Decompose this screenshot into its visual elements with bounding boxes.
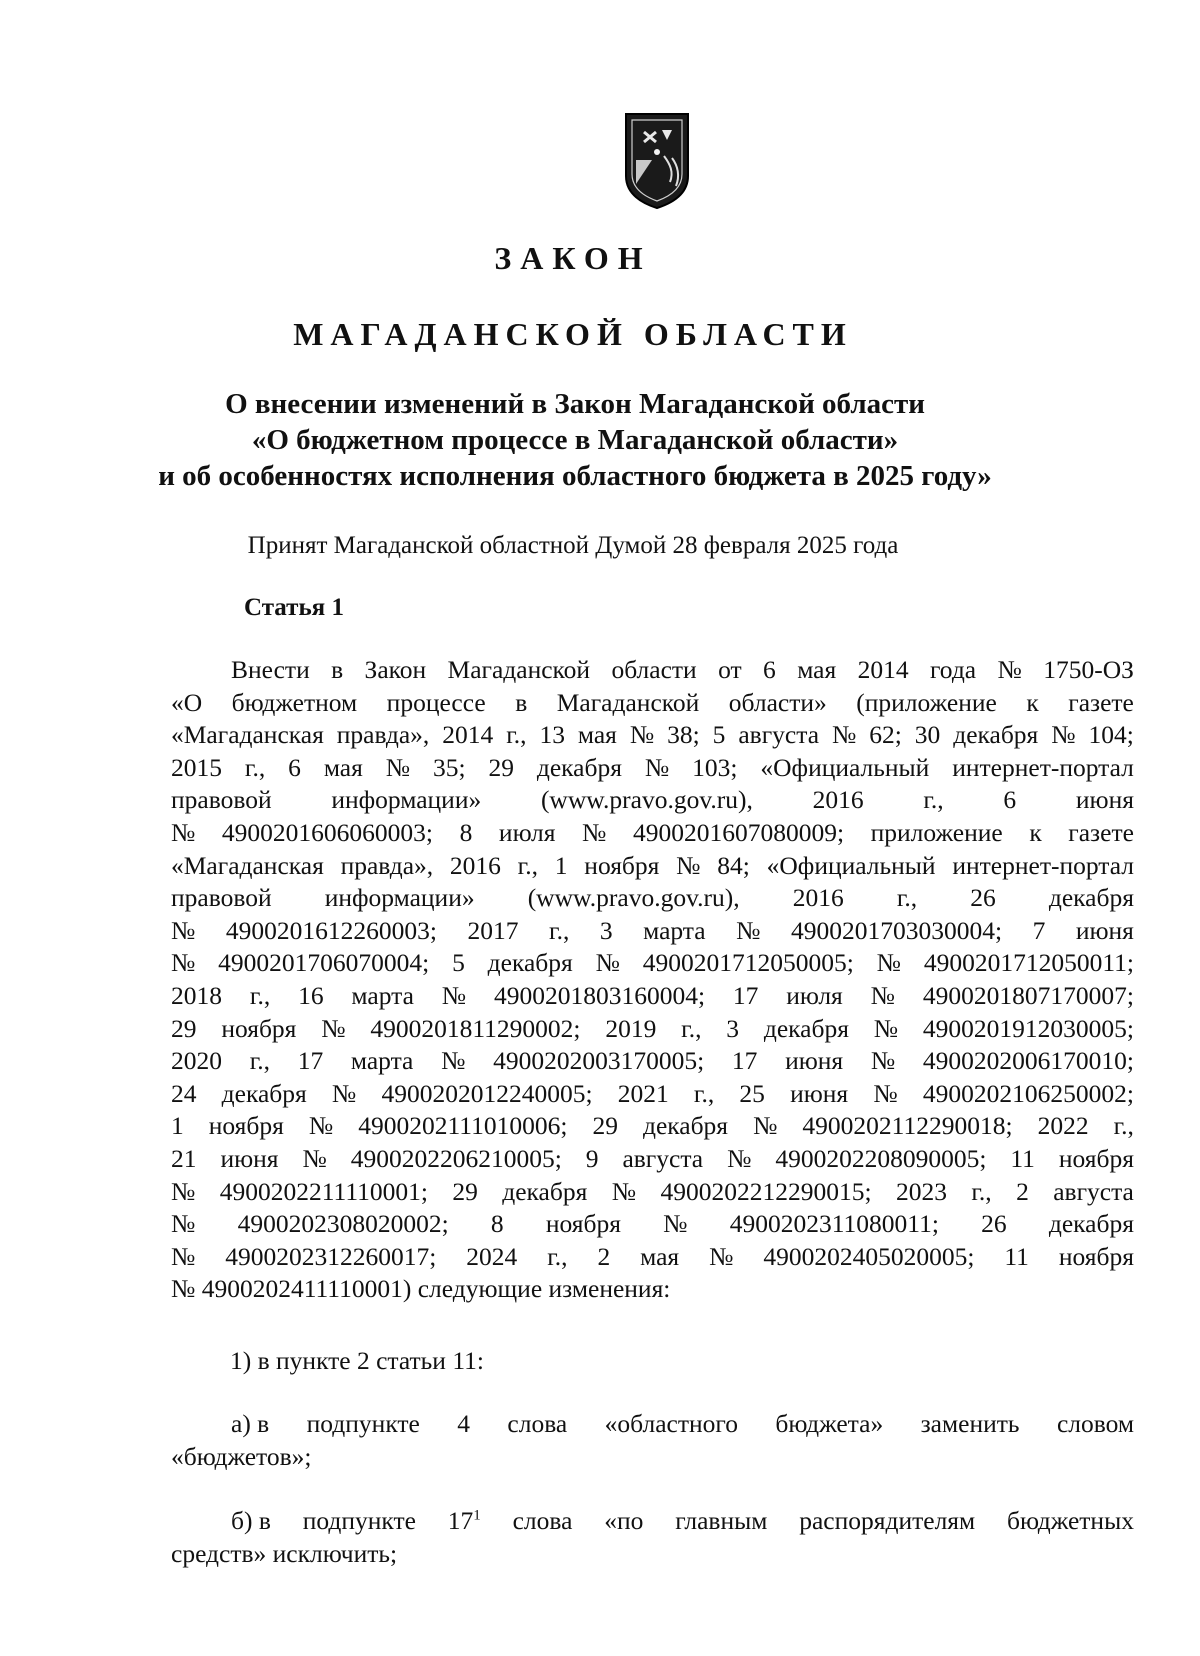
word: 26	[981, 1209, 1007, 1239]
law-title	[120, 386, 1030, 494]
word: г.,	[244, 752, 266, 782]
paragraph-line	[171, 1241, 1134, 1274]
word: 2016	[792, 883, 844, 913]
word: 6	[288, 752, 301, 782]
word: бюджетном	[231, 687, 358, 717]
word: декабря	[642, 1111, 729, 1141]
word: Магаданской	[556, 687, 700, 717]
subitem-a	[171, 1408, 1134, 1473]
word: 29	[171, 1013, 197, 1043]
paragraph-line	[171, 1176, 1134, 1209]
word: 16	[298, 980, 324, 1010]
word: в	[331, 655, 344, 684]
law-title-line: О внесении изменений в Закон Магаданской области	[225, 388, 925, 420]
word: г.,	[681, 1013, 702, 1043]
word: 11	[1004, 1241, 1029, 1271]
word: ноября	[221, 1013, 297, 1043]
word: интернет-портал	[952, 752, 1134, 782]
subitem-number-superscript: 1	[473, 1507, 481, 1524]
law-title-line: и об особенностях исполнения областного бюджета в 2025 году»	[158, 460, 992, 492]
word: №	[870, 1046, 896, 1076]
word: правовой	[171, 785, 272, 815]
word: года	[929, 655, 977, 684]
word: 4900201807170007;	[922, 980, 1134, 1010]
word: №	[331, 1078, 357, 1108]
word: г.,	[249, 980, 271, 1010]
word: 29	[488, 752, 514, 782]
word: слова	[507, 1409, 568, 1438]
word: 26	[970, 883, 996, 913]
paragraph-line	[171, 1110, 1134, 1143]
paragraph-line	[171, 850, 1134, 883]
word: 4900202405020005;	[763, 1241, 975, 1271]
word: №	[873, 1078, 898, 1108]
word: «О	[171, 687, 203, 717]
word: ноября	[1058, 1241, 1134, 1271]
article-paragraph	[171, 654, 1134, 1306]
word: №	[676, 850, 701, 880]
word: марта	[350, 1046, 414, 1076]
word: 2023	[895, 1176, 947, 1206]
word: 6	[1003, 785, 1017, 815]
word: 4900201811290002;	[370, 1013, 581, 1043]
adoption-note: Принят Магаданской областной Думой 28 февраля 2025 года	[247, 532, 899, 559]
word: г.,	[896, 883, 918, 913]
word: мая	[323, 752, 363, 782]
paragraph-line	[171, 784, 1134, 817]
word: 13	[539, 720, 565, 750]
word: 38;	[667, 720, 700, 750]
word: августа	[1053, 1176, 1134, 1206]
word: декабря	[502, 1176, 588, 1206]
word: газете	[1068, 817, 1134, 847]
word: №	[171, 1176, 196, 1206]
word: марта	[643, 915, 706, 945]
word: июня	[790, 1078, 849, 1108]
word: г.,	[693, 1078, 715, 1108]
word: декабря	[1048, 883, 1134, 913]
word: №	[1051, 720, 1076, 750]
subitem-b-text: средств» исключить;	[171, 1538, 398, 1568]
subitem-number	[448, 1505, 481, 1538]
word: 2015	[171, 752, 222, 782]
word: 4900202003170005;	[493, 1046, 705, 1076]
word: 2017	[467, 915, 519, 945]
word: 2014	[442, 720, 494, 750]
word: 8	[459, 817, 473, 847]
word: 9	[585, 1143, 599, 1173]
word: №	[873, 1013, 899, 1043]
word: 2	[1016, 1176, 1029, 1206]
word: «Магаданская	[171, 850, 324, 880]
word: 4900202012240005;	[381, 1078, 593, 1108]
word: «по	[604, 1506, 644, 1535]
word: главным	[675, 1506, 768, 1535]
word: (www.pravo.gov.ru),	[540, 785, 753, 815]
word: августа	[622, 1143, 704, 1173]
word: 29	[452, 1176, 478, 1206]
word: подпункте	[306, 1409, 420, 1438]
word: №	[308, 1111, 334, 1141]
word: 4900201712050005;	[642, 948, 854, 978]
word: 4900202106250002;	[922, 1078, 1134, 1108]
subitem-b	[171, 1505, 1134, 1570]
word: №	[171, 1241, 196, 1271]
word: №	[709, 1241, 734, 1271]
word: «Официальный	[766, 850, 936, 880]
coat-of-arms-emblem	[622, 112, 692, 210]
article-heading: Статья 1	[244, 594, 344, 621]
item-1: 1) в пункте 2 статьи 11:	[230, 1346, 484, 1375]
word: 4	[457, 1409, 470, 1438]
word: 84;	[717, 850, 750, 880]
law-title-line: «О бюджетном процессе в Магаданской области»	[251, 424, 899, 456]
word: №	[629, 720, 655, 750]
word: 4900201912030005;	[922, 1013, 1134, 1043]
word: ноября	[584, 850, 660, 880]
word: мая	[640, 1241, 680, 1271]
word: 30	[914, 720, 941, 750]
word: от	[718, 655, 742, 684]
word: 3	[726, 1013, 740, 1043]
word: 2021	[617, 1078, 669, 1108]
word: информации»	[324, 883, 475, 913]
word: №	[644, 752, 670, 782]
word: 6	[763, 655, 776, 684]
word: 2019	[605, 1013, 657, 1043]
word: 2020	[171, 1046, 222, 1076]
word: 104;	[1088, 720, 1134, 750]
word: 4900202312260017;	[225, 1241, 437, 1271]
subitem-b-line	[171, 1538, 1134, 1571]
word: процессе	[386, 687, 486, 717]
word: 4900202006170010;	[922, 1046, 1134, 1076]
subitem-number-text: 17	[447, 1506, 474, 1535]
word: №	[736, 915, 761, 945]
paragraph-line	[171, 654, 1134, 687]
word: 5	[712, 720, 726, 750]
word: 2016	[449, 850, 501, 880]
word: б) в	[231, 1506, 271, 1535]
paragraph-line	[171, 687, 1134, 720]
word: ноября	[545, 1209, 621, 1239]
word: 35;	[432, 752, 466, 782]
paragraph-line	[171, 947, 1134, 980]
word: 1	[171, 1111, 184, 1141]
word: 2018	[171, 980, 222, 1010]
word: 4900202111010006;	[358, 1111, 568, 1141]
subitem-a-line	[171, 1408, 1134, 1441]
paragraph-line	[171, 752, 1134, 785]
word: интернет-портал	[952, 850, 1134, 880]
word: 17	[731, 1046, 758, 1076]
word: июня	[785, 1046, 844, 1076]
word: 103;	[692, 752, 738, 782]
word: 11	[1010, 1143, 1035, 1173]
word: г.,	[249, 1046, 271, 1076]
word: 4900202112290018;	[802, 1111, 1013, 1141]
word: слова	[512, 1506, 573, 1535]
word: 4900201612260003;	[225, 915, 437, 945]
word: июля	[498, 817, 556, 847]
word: №	[870, 980, 895, 1010]
law-heading: ЗАКОН	[494, 240, 652, 276]
word: 4900202311080011;	[729, 1209, 939, 1239]
word: области»	[728, 687, 827, 717]
word: бюджетных	[1006, 1506, 1134, 1535]
word: Магаданской	[447, 655, 591, 684]
word: декабря	[487, 948, 573, 978]
word: №	[727, 1143, 752, 1173]
word: 29	[592, 1111, 618, 1141]
word: №	[595, 948, 620, 978]
word: №	[441, 1046, 466, 1076]
word: 3	[599, 915, 613, 945]
word: заменить	[920, 1409, 1020, 1438]
paragraph-line	[171, 915, 1134, 948]
word: №	[171, 948, 196, 978]
subitem-a-line	[171, 1441, 1134, 1474]
word: 1	[554, 850, 568, 880]
word: (приложение	[856, 687, 997, 717]
word: 4900201606060003;	[221, 817, 434, 847]
paragraph-line	[171, 1273, 1134, 1306]
region-heading: МАГАДАНСКОЙ ОБЛАСТИ	[293, 316, 853, 352]
word: газете	[1068, 687, 1134, 717]
word: 4900201712050011;	[923, 948, 1134, 978]
word: правда»,	[336, 720, 430, 750]
word: 17	[297, 1046, 324, 1076]
word: а) в	[231, 1409, 270, 1438]
word: правовой	[171, 883, 272, 913]
word: декабря	[1048, 1209, 1134, 1239]
word: июня	[1075, 785, 1134, 815]
word: июня	[220, 1143, 279, 1173]
word: марта	[351, 980, 414, 1010]
word: к	[1029, 817, 1042, 847]
word: к	[1026, 687, 1039, 717]
paragraph-line	[171, 1013, 1134, 1046]
word: Закон	[364, 655, 427, 684]
word: июля	[786, 980, 843, 1010]
word: №	[171, 915, 196, 945]
word: 4900201803160004;	[493, 980, 706, 1010]
word: г.,	[923, 785, 944, 815]
word: 2024	[466, 1241, 518, 1271]
word: (www.pravo.gov.ru),	[527, 883, 740, 913]
word: 17	[732, 980, 759, 1010]
word: 1750-ОЗ	[1043, 655, 1134, 684]
word: 4900201703030004;	[790, 915, 1003, 945]
word: приложение	[870, 817, 1003, 847]
word: №	[997, 655, 1022, 684]
word: №	[663, 1209, 688, 1239]
word: 7	[1032, 915, 1046, 945]
subitem-a-text: «бюджетов»;	[171, 1441, 312, 1471]
word: 2016	[812, 785, 864, 815]
word: августа	[738, 720, 820, 750]
word: №	[302, 1143, 327, 1173]
word: №	[171, 1209, 196, 1239]
word: г.,	[547, 1241, 568, 1271]
word: мая	[797, 655, 837, 684]
word: бюджета»	[775, 1409, 884, 1438]
word: г.,	[1113, 1111, 1134, 1141]
word: декабря	[536, 752, 622, 782]
word: 4900202211110001;	[219, 1176, 428, 1206]
word: «Официальный	[760, 752, 930, 782]
word: 62;	[869, 720, 902, 750]
word: 4900202212290015;	[660, 1176, 872, 1206]
word: №	[321, 1013, 346, 1043]
word: №	[171, 817, 196, 847]
word: 25	[739, 1078, 765, 1108]
word: 2022	[1037, 1111, 1089, 1141]
word: №	[582, 817, 607, 847]
paragraph-line	[171, 980, 1134, 1013]
word: 21	[171, 1143, 197, 1173]
word: «областного	[604, 1409, 738, 1438]
word: г.,	[548, 915, 570, 945]
word: словом	[1056, 1409, 1134, 1438]
word: №	[611, 1176, 637, 1206]
word: №	[441, 980, 467, 1010]
word: декабря	[763, 1013, 849, 1043]
word: 2014	[857, 655, 909, 684]
word: №	[831, 720, 857, 750]
word: г.,	[506, 720, 527, 750]
paragraph-line	[171, 1143, 1134, 1176]
word: 24	[171, 1078, 197, 1108]
word: в	[515, 687, 528, 717]
word: 8	[490, 1209, 504, 1239]
paragraph-last-line: № 4900202411110001) следующие изменения:	[171, 1274, 671, 1304]
word: ноября	[208, 1111, 284, 1141]
paragraph-line	[171, 1045, 1134, 1078]
word: 4900201706070004;	[218, 948, 430, 978]
word: июня	[1075, 915, 1134, 945]
word: информации»	[331, 785, 482, 815]
word: 4900201607080009;	[632, 817, 845, 847]
word: г.,	[517, 850, 539, 880]
word: №	[876, 948, 902, 978]
subitem-b-line	[171, 1505, 1134, 1538]
paragraph-line	[171, 1208, 1134, 1241]
word: декабря	[221, 1078, 307, 1108]
word: области	[611, 655, 697, 684]
word: 4900202206210005;	[350, 1143, 562, 1173]
word: распорядителям	[799, 1506, 976, 1535]
word: г.,	[971, 1176, 992, 1206]
word: ноября	[1058, 1143, 1134, 1173]
word: 2	[597, 1241, 611, 1271]
word: «Магаданская	[171, 720, 324, 750]
word: мая	[577, 720, 617, 750]
paragraph-line	[171, 1078, 1134, 1111]
word: подпункте	[302, 1506, 416, 1535]
paragraph-line	[171, 882, 1134, 915]
paragraph-line	[171, 719, 1134, 752]
word: декабря	[953, 720, 1039, 750]
word: 5	[452, 948, 465, 978]
word: 4900202208090005;	[775, 1143, 987, 1173]
paragraph-line	[171, 817, 1134, 850]
word: Внести	[231, 655, 310, 684]
word: №	[753, 1111, 778, 1141]
word: правда»,	[340, 850, 434, 880]
word: №	[385, 752, 411, 782]
word: 4900202308020002;	[237, 1209, 449, 1239]
